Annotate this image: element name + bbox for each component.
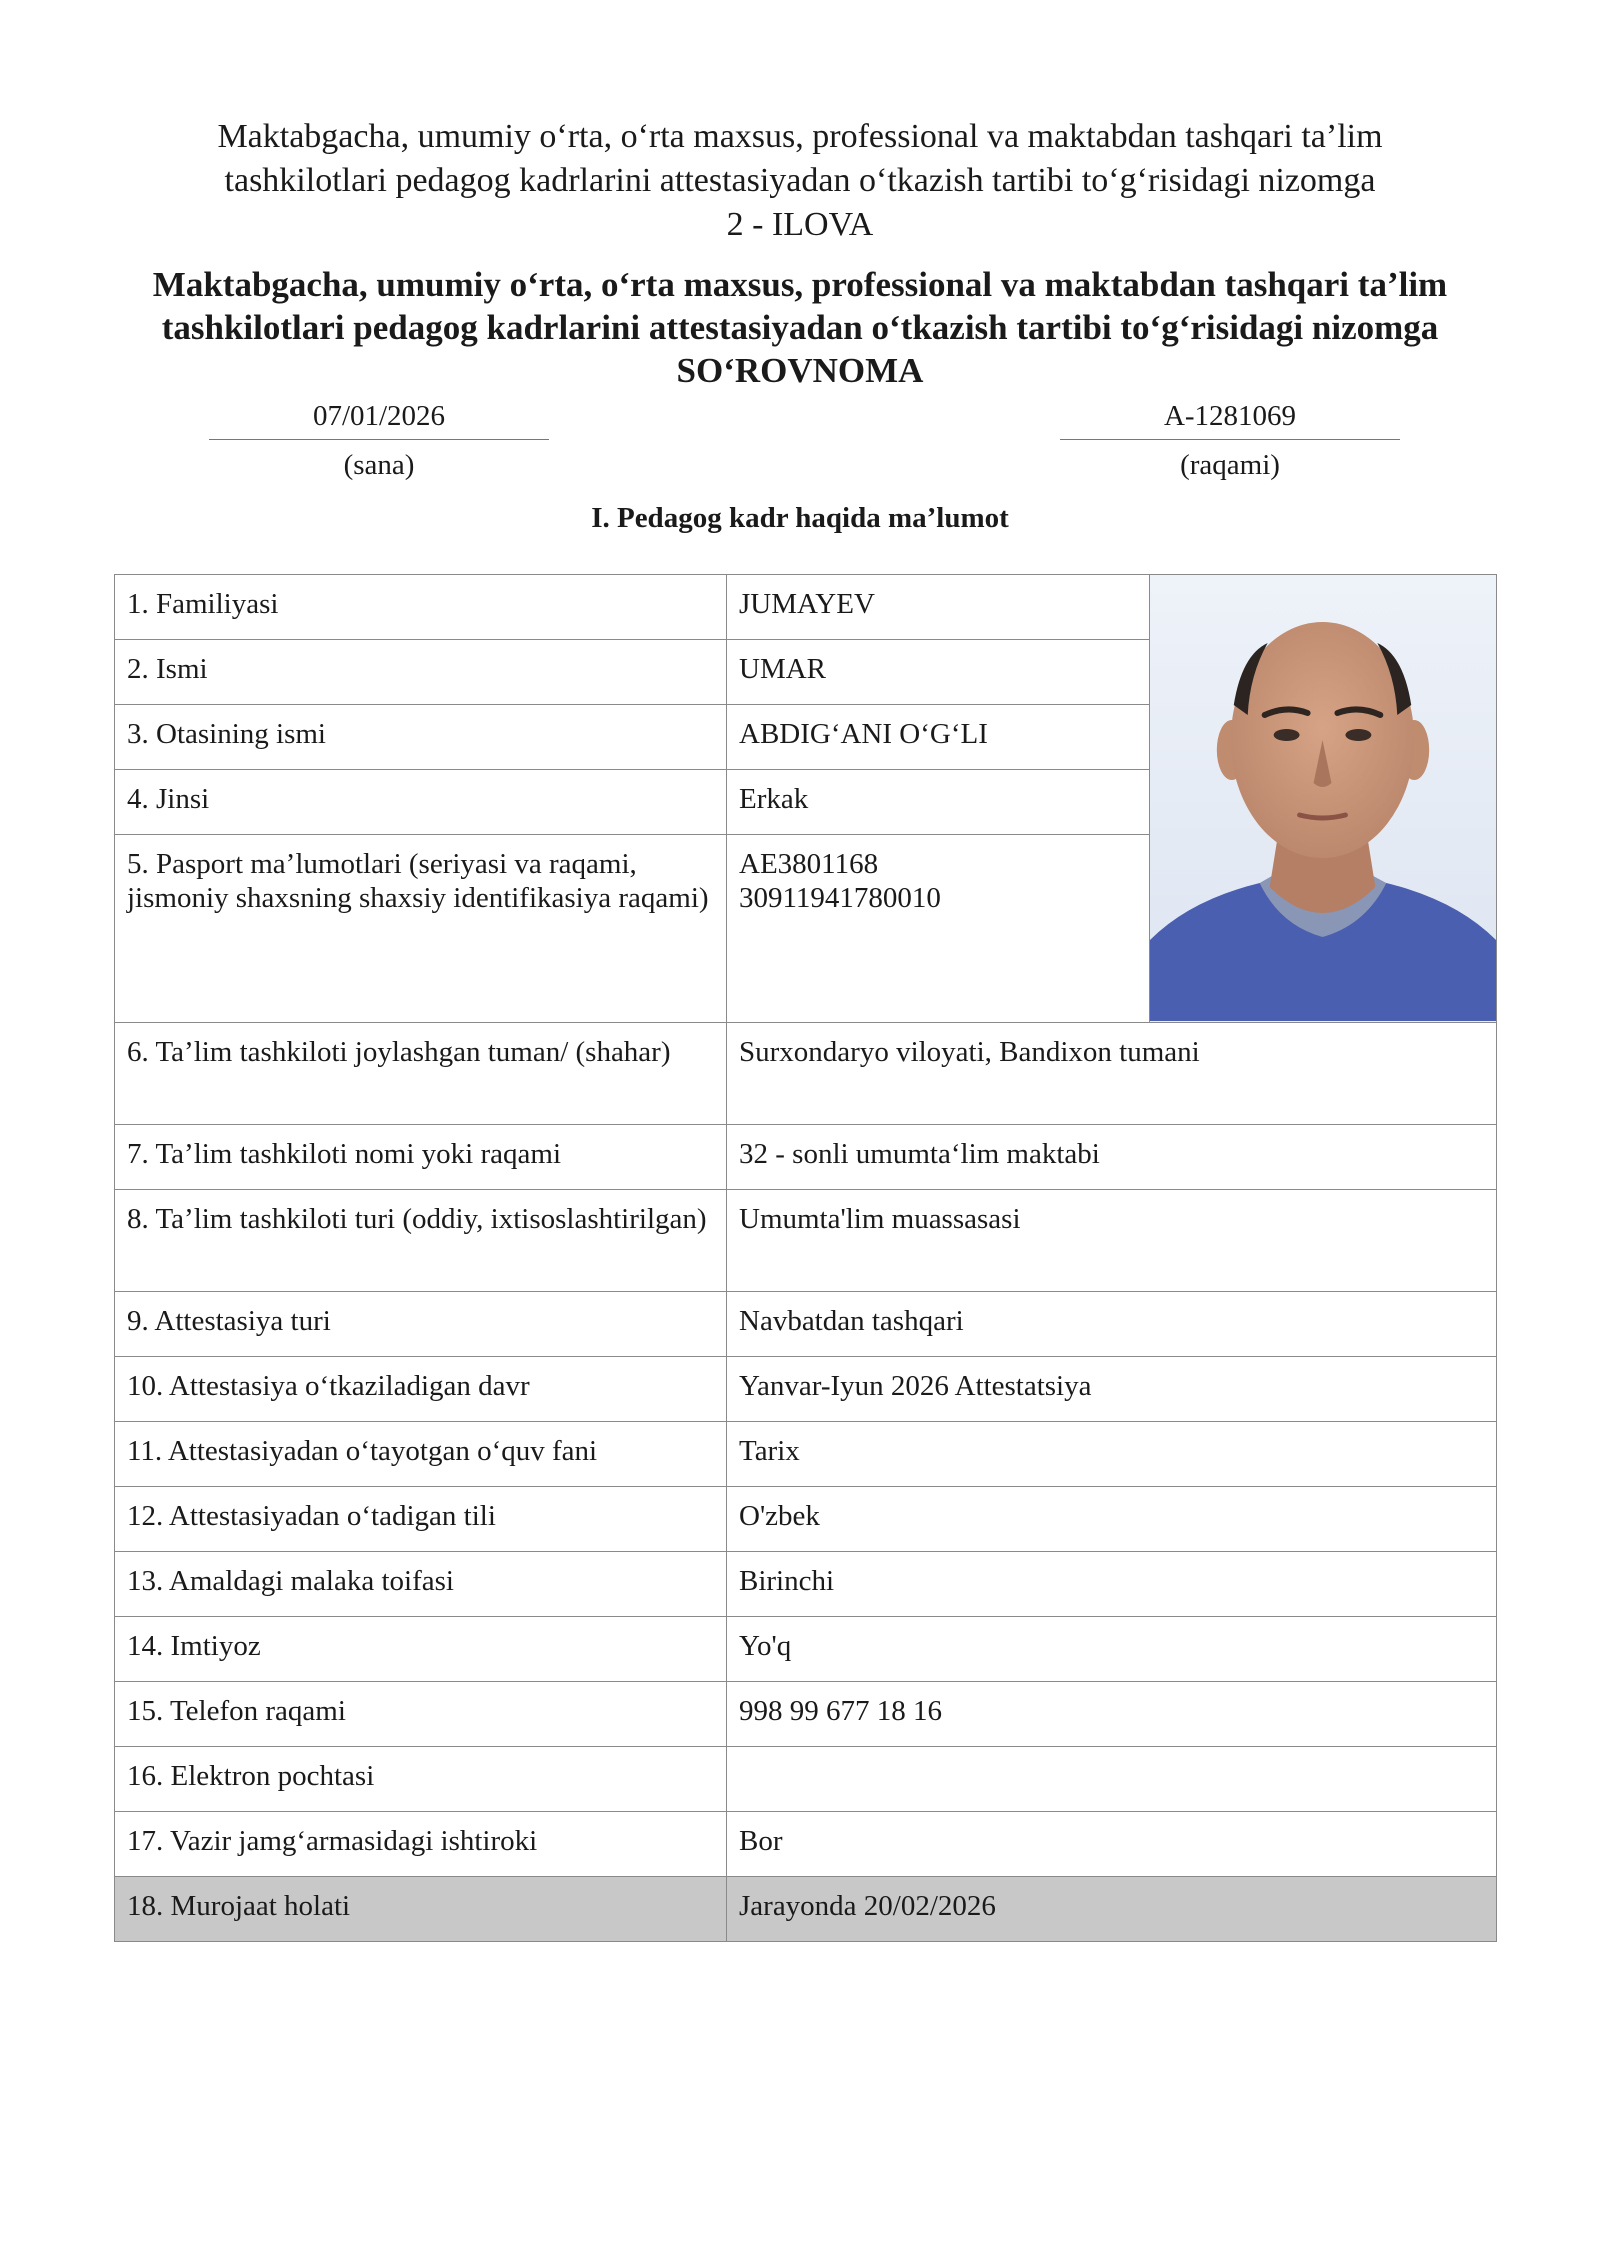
title-line-2: tashkilotlari pedagog kadrlarini attestasiyadan o‘tkazish tartibi to‘g‘risidagi nizomga [161,308,1439,347]
row-value: Bor [727,1812,1497,1877]
row-value [727,1747,1497,1812]
table-row [115,1422,1497,1487]
row-value: Birinchi [727,1552,1497,1617]
date-block [209,397,549,484]
passport-number: AE3801168 [739,848,879,880]
row-value: Yo'q [727,1617,1497,1682]
row-label: 10. Attestasiya o‘tkaziladigan davr [115,1357,727,1422]
row-value: Tarix [727,1422,1497,1487]
row-label: 3. Otasining ismi [115,705,727,770]
row-value: ABDIG‘ANI O‘G‘LI [727,705,1150,770]
table-row [115,1487,1497,1552]
row-label: 18. Murojaat holati [115,1877,727,1942]
table-row [115,1357,1497,1422]
table-row [115,1125,1497,1190]
row-value: Navbatdan tashqari [727,1292,1497,1357]
personal-id-number: 30911941780010 [739,882,941,914]
row-label: 17. Vazir jamg‘armasidagi ishtiroki [115,1812,727,1877]
row-label: 13. Amaldagi malaka toifasi [115,1552,727,1617]
table-row [115,1682,1497,1747]
row-label: 7. Ta’lim tashkiloti nomi yoki raqami [115,1125,727,1190]
row-label: 4. Jinsi [115,770,727,835]
table-row [115,1617,1497,1682]
table-row [115,1023,1497,1125]
status-value: Jarayonda 20/02/2026 [727,1877,1497,1942]
row-value: UMAR [727,640,1150,705]
row-label: 6. Ta’lim tashkiloti joylashgan tuman/ (shahar) [115,1023,727,1125]
row-label: 2. Ismi [115,640,727,705]
row-value: JUMAYEV [727,575,1150,640]
table-row [115,1292,1497,1357]
header-line-1: Maktabgacha, umumiy o‘rta, o‘rta maxsus, professional va maktabdan tashqari ta’lim [217,118,1383,155]
table-row [115,575,1497,640]
table-row [115,1552,1497,1617]
portrait-photo [1150,575,1496,1021]
row-label: 11. Attestasiyadan o‘tayotgan o‘quv fani [115,1422,727,1487]
number-block [1060,397,1400,484]
row-label: 5. Pasport ma’lumotlari (seriyasi va raqami, jismoniy shaxsning shaxsiy identifikasiya raqami) [115,835,727,1023]
row-value: 998 99 677 18 16 [727,1682,1497,1747]
row-label: 16. Elektron pochtasi [115,1747,727,1812]
row-value: O'zbek [727,1487,1497,1552]
row-value: Umumta'lim muassasasi [727,1190,1497,1292]
row-label: 8. Ta’lim tashkiloti turi (oddiy, ixtisoslashtirilgan) [115,1190,727,1292]
row-value: Erkak [727,770,1150,835]
document-header [100,115,1500,247]
section-title: I. Pedagog kadr haqida ma’lumot [591,502,1009,534]
row-label: 14. Imtiyoz [115,1617,727,1682]
row-value: 32 - sonli umumta‘lim maktabi [727,1125,1497,1190]
row-value [727,835,1150,1023]
row-value: Surxondaryo viloyati, Bandixon tumani [727,1023,1497,1125]
info-table [114,574,1497,1942]
header-line-3: 2 - ILOVA [726,206,874,243]
row-label: 12. Attestasiyadan o‘tadigan tili [115,1487,727,1552]
number-value: A-1281069 [1060,397,1400,440]
table-row [115,1812,1497,1877]
title-line-3: SO‘ROVNOMA [676,351,924,390]
row-value: Yanvar-Iyun 2026 Attestatsiya [727,1357,1497,1422]
photo-cell [1150,575,1497,1023]
row-label: 15. Telefon raqami [115,1682,727,1747]
status-row [115,1877,1497,1942]
table-row [115,1747,1497,1812]
row-label: 9. Attestasiya turi [115,1292,727,1357]
table-row [115,1190,1497,1292]
row-label: 1. Familiyasi [115,575,727,640]
header-line-2: tashkilotlari pedagog kadrlarini attestasiyadan o‘tkazish tartibi to‘g‘risidagi nizomga [224,162,1376,199]
date-value: 07/01/2026 [209,397,549,440]
date-label: (sana) [343,449,415,481]
number-label: (raqami) [1180,449,1280,481]
document-title [90,263,1510,392]
title-line-1: Maktabgacha, umumiy o‘rta, o‘rta maxsus, professional va maktabdan tashqari ta’lim [152,265,1448,304]
